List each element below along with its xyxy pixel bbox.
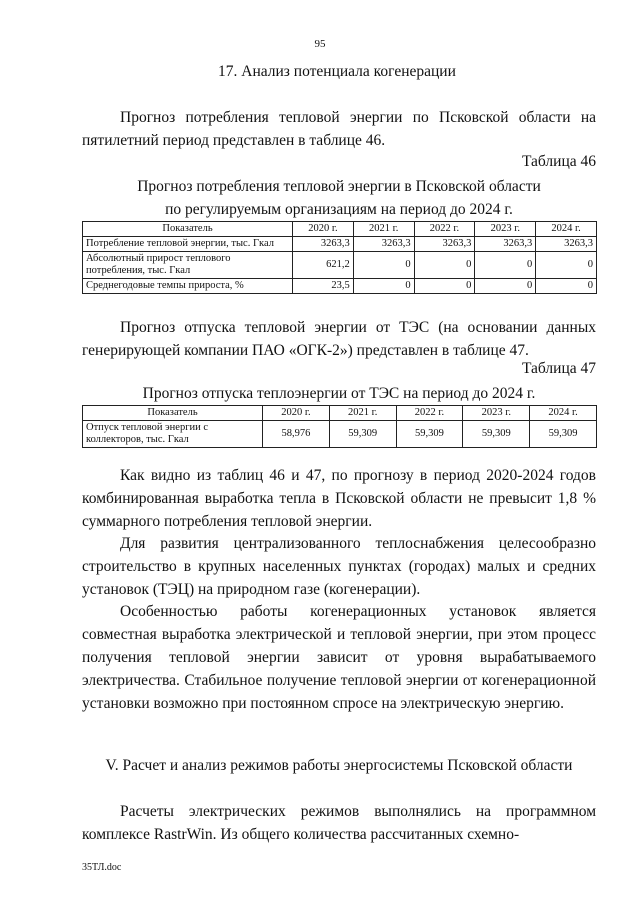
table-row <box>83 279 597 294</box>
table-cell: 59,309 <box>329 421 396 448</box>
table-cell: 59,309 <box>530 421 597 448</box>
table-cell: 0 <box>353 252 414 279</box>
table46-caption: Таблица 46 <box>521 153 596 170</box>
table46-title-line2: по регулируемым организациям на период до 2024 г. <box>165 201 513 218</box>
table46-header: 2021 г. <box>353 222 414 237</box>
table-cell: 3263,3 <box>536 237 597 252</box>
paragraph-conclusion: Как видно из таблиц 46 и 47, по прогнозу в период 2020-2024 годов комбинированная выработка тепла в Псковской области не превысит 1,8 % суммарного потребления тепловой энергии. <box>82 467 596 530</box>
intro-paragraph: Прогноз потребления тепловой энергии по Псковской области на пятилетний период представлен в таблице 46. <box>82 109 596 149</box>
table46-header: 2023 г. <box>475 222 536 237</box>
table-cell: 0 <box>475 279 536 294</box>
table-cell: Потребление тепловой энергии, тыс. Гкал <box>83 237 293 252</box>
table47-header-row <box>83 406 597 421</box>
section-title: 17. Анализ потенциала когенерации <box>218 63 456 80</box>
table47-title: Прогноз отпуска теплоэнергии от ТЭС на период до 2024 г. <box>142 385 536 402</box>
table-cell: 0 <box>353 279 414 294</box>
table47-caption: Таблица 47 <box>521 360 596 377</box>
table-cell: 23,5 <box>293 279 354 294</box>
table-cell: Отпуск тепловой энергии с коллекторов, тыс. Гкал <box>83 421 263 448</box>
paragraph-calculations: Расчеты электрических режимов выполнялись на программном комплексе RastrWin. Из общего количества рассчитанных схемно- <box>82 803 596 843</box>
table-cell: 0 <box>536 279 597 294</box>
table-row <box>83 421 597 448</box>
paragraph-cogeneration: Особенностью работы когенерационных установок является совместная выработка электрической и тепловой энергии, при этом процесс получения тепловой энергии зависит от уровня вырабатываемого электричества. Стабильное получение тепловой энергии от когенерационной установки возможно при постоянном спросе на электрическую энергию. <box>82 603 596 712</box>
section2-title: V. Расчет и анализ режимов работы энергосистемы Псковской области <box>105 757 573 774</box>
table-cell: 3263,3 <box>293 237 354 252</box>
table46-header: 2020 г. <box>293 222 354 237</box>
table47-header: 2024 г. <box>530 406 597 421</box>
table-cell: 0 <box>475 252 536 279</box>
table47-header: 2022 г. <box>396 406 463 421</box>
footer-filename: 35ТЛ.doc <box>82 862 122 873</box>
table46-header: 2022 г. <box>414 222 475 237</box>
table47-intro: Прогноз отпуска тепловой энергии от ТЭС (на основании данных генерирующей компании ПАО «ОГК-2») представлен в таблице 47. <box>82 319 596 359</box>
table-cell: 59,309 <box>396 421 463 448</box>
table46-header-row <box>83 222 597 237</box>
table46 <box>82 221 597 294</box>
table-cell: 0 <box>536 252 597 279</box>
page-number: 95 <box>314 38 326 50</box>
table-cell: 621,2 <box>293 252 354 279</box>
table-cell: 0 <box>414 252 475 279</box>
table-row <box>83 252 597 279</box>
table47-header: 2023 г. <box>463 406 530 421</box>
table46-title <box>82 175 596 221</box>
table-cell: 58,976 <box>263 421 330 448</box>
table-cell: 3263,3 <box>353 237 414 252</box>
table-cell: 3263,3 <box>414 237 475 252</box>
table47 <box>82 405 597 448</box>
table-cell: Абсолютный прирост теплового потребления, тыс. Гкал <box>83 252 293 279</box>
table47-header: 2021 г. <box>329 406 396 421</box>
table-cell: 59,309 <box>463 421 530 448</box>
table-cell: 3263,3 <box>475 237 536 252</box>
table46-header: 2024 г. <box>536 222 597 237</box>
table-cell: Среднегодовые темпы прироста, % <box>83 279 293 294</box>
paragraph-development: Для развития централизованного теплоснабжения целесообразно строительство в крупных населенных пунктах (городах) малых и средних установок (ТЭЦ) на природном газе (когенерации). <box>82 535 596 598</box>
table47-header: Показатель <box>83 406 263 421</box>
table-row <box>83 237 597 252</box>
table47-header: 2020 г. <box>263 406 330 421</box>
table46-header: Показатель <box>83 222 293 237</box>
table46-title-line1: Прогноз потребления тепловой энергии в Псковской области <box>137 178 541 195</box>
table-cell: 0 <box>414 279 475 294</box>
